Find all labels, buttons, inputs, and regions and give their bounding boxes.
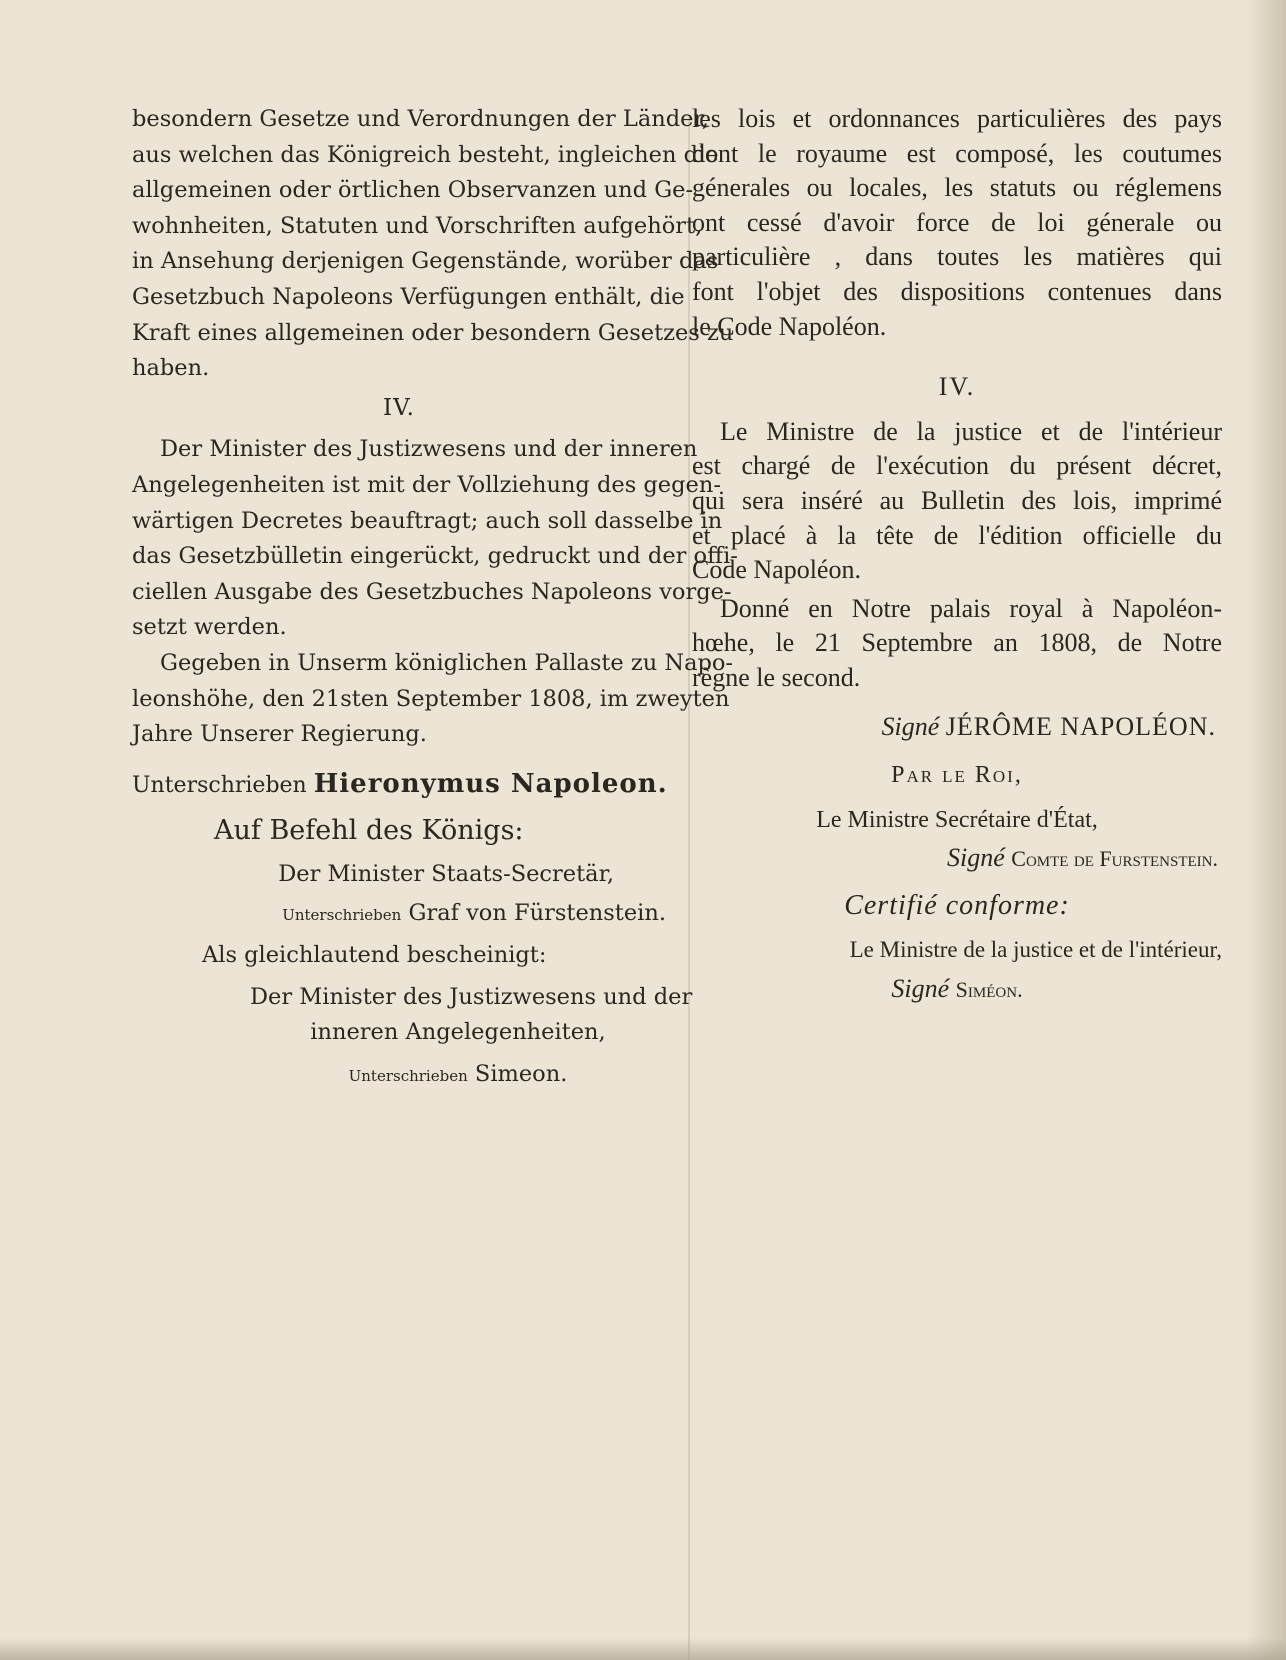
text-line: le Code Napoléon. [692,311,887,341]
text-line: ciellen Ausgabe des Gesetzbuches Napoleons vorge- [132,578,732,605]
german-minister-title: Der Minister Staats-Secretär, [278,860,614,887]
text-line: haben. [132,355,210,382]
signed-name: Comte de Furstenstein. [1011,846,1218,872]
german-column [132,102,738,1094]
signed-name: JÉRÔME NAPOLÉON. [945,711,1216,741]
french-signature-line [692,710,1222,745]
text-line: Code Napoléon. [692,555,861,585]
german-paragraph-3 [132,646,734,753]
signed-name: Simeon. [474,1060,568,1087]
signed-word: Signé [947,843,1005,873]
german-signature-line [132,767,666,804]
german-section-heading: IV. [383,394,415,421]
text-line: Le Ministre de la justice et de l'intérieur [720,416,1222,446]
text-line: wärtigen Decretes beauftragt; auch soll dasselbe in [132,507,723,534]
text-line: setzt werden. [132,614,287,641]
text-line: Jahre Unserer Regierung. [132,721,427,748]
signed-name: Graf von Fürstenstein. [408,900,666,927]
text-line: règne le second. [692,662,861,692]
french-paragraph-3 [692,592,1222,696]
text-line: Gesetzbuch Napoleons Verfügungen enthält, die [132,283,685,310]
text-line: qui sera inséré au Bulletin des lois, imprimé [692,485,1222,515]
text-line: Donné en Notre palais royal à Napoléon- [720,593,1222,623]
signed-prefix: Unterschrieben [282,906,402,925]
german-command-line: Auf Befehl des Königs: [214,815,524,847]
french-paragraph-1 [692,102,1222,344]
text-line: et placé à la tête de l'édition officielle du [692,520,1222,550]
signed-prefix: Unterschrieben [132,772,307,798]
text-line: Kraft eines allgemeinen oder besondern Gesetzes zu [132,319,734,346]
spine-crease [688,115,690,1660]
french-certified-line: Certifié conforme: [844,889,1070,921]
french-minister-signature [692,841,1222,877]
signed-name: Hieronymus Napoleon. [313,768,668,799]
page-bottom-shadow [0,1638,1286,1660]
german-minister-signature [132,896,666,934]
text-line: Gegeben in Unserm königlichen Pallaste zu Napo- [160,649,734,676]
text-line: font l'objet des dispositions contenues dans [692,276,1222,306]
text-line: aus welchen das Königreich besteht, ingleichen die [132,141,719,168]
french-section-heading: IV. [938,372,976,402]
text-line: ont cessé d'avoir force de loi génerale ou [692,207,1222,237]
text-line: Angelegenheiten ist mit der Vollziehung des gegen- [132,471,721,498]
french-justice-signature [692,972,1222,1008]
page-edge-shadow [1246,0,1286,1660]
german-justice-minister-line-2: inneren Angelegenheiten, [310,1019,606,1046]
french-justice-minister: Le Ministre de la justice et de l'intérieur, [849,937,1222,963]
text-line: particulière , dans toutes les matières qui [692,242,1222,272]
text-line: in Ansehung derjenigen Gegenstände, worüber das [132,248,719,275]
german-justice-minister-line-1: Der Minister des Justizwesens und der [250,983,693,1010]
german-justice-signature [132,1057,666,1095]
french-minister-title: Le Ministre Secrétaire d'État, [816,806,1098,833]
text-line: besondern Gesetze und Verordnungen der Länder, [132,106,709,132]
text-line: est chargé de l'exécution du présent décret, [692,451,1222,481]
german-paragraph-2 [132,432,738,646]
french-column [692,102,1222,1008]
text-line: wohnheiten, Statuten und Vorschriften aufgehört, [132,212,703,239]
text-line: hœhe, le 21 Septembre an 1808, de Notre [692,628,1222,658]
text-line: dont le royaume est composé, les coutumes [692,138,1222,168]
signed-name: Siméon. [955,977,1023,1003]
text-line: les lois et ordonnances particulières des pays [692,104,1222,133]
text-line: Der Minister des Justizwesens und der inneren [160,436,698,463]
text-line: das Gesetzbülletin eingerückt, gedruckt und der offi- [132,543,738,570]
german-paragraph-1 [132,102,734,387]
text-line: génerales ou locales, les statuts ou réglemens [692,173,1222,203]
signed-word: Signé [881,711,940,741]
text-line: allgemeinen oder örtlichen Observanzen und Ge- [132,177,694,204]
text-line: leonshöhe, den 21sten September 1808, im zweyten [132,685,730,712]
french-paragraph-2 [692,415,1222,588]
show-through-ghost-text [700,1120,1220,1580]
signed-word: Signé [891,974,950,1004]
signed-prefix: Unterschrieben [348,1066,468,1085]
german-certified-line: Als gleichlautend bescheinigt: [202,942,547,969]
french-par-le-roi: Par le Roi, [891,762,1023,789]
